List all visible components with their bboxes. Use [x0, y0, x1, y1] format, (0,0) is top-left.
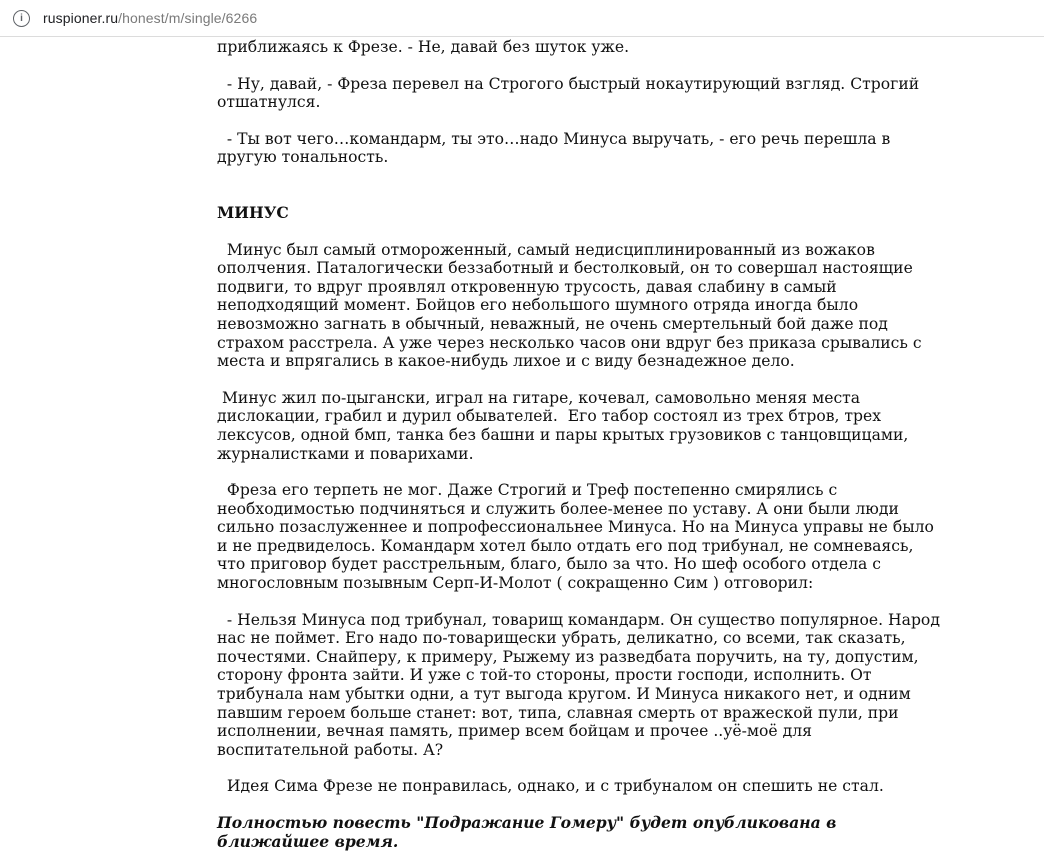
url-domain: ruspioner.ru — [43, 10, 119, 26]
info-icon[interactable]: i — [13, 10, 30, 27]
article-body — [217, 0, 945, 851]
paragraph-5: Фреза его терпеть не мог. Даже Строгий и Треф постепенно смирялись с необходимостью подчиняться и служить более-менее по уставу. А они были люди сильно позаслуженнее и попрофессиональнее Минуса. Но на Минуса управы не было и не предвиделось. Командарм хотел было отдать его под трибунал, не сомневаясь, что приговор будет расстрельным, благо, было за что. Но шеф особого отдела с многословным позывным Серп-И-Молот ( сокращенно Сим ) отговорил: — [217, 481, 939, 593]
intro-line: приближаясь к Фрезе. - Не, давай без шуток уже. — [217, 38, 630, 56]
paragraph-6: - Нельзя Минуса под трибунал, товарищ командарм. Он существо популярное. Народ нас не поймет. Его надо по-товарищески убрать, деликатно, со всеми, так сказать, почестями. Снайперу, к примеру, Рыжему из разведбата поручить, на ту, допустим, сторону фронта зайти. И уже с той-то стороны, прости господи, исполнить. От трибунала нам убытки одни, а тут выгода кругом. И Минуса никакого нет, и одним павшим героем больше станет: вот, типа, славная смерть от вражеской пули, при исполнении, вечная память, пример всем бойцам и прочее ..уё-моё для воспитательной работы. А? — [217, 610, 945, 759]
paragraph-7: Идея Сима Фрезе не понравилась, однако, и с трибуналом он спешить не стал. — [217, 777, 884, 796]
paragraph-2: - Ты вот чего…командарм, ты это…надо Минуса выручать, - его речь перешла в другую тональность. — [217, 129, 896, 167]
section-heading: МИНУС — [217, 202, 289, 222]
paragraph-1: - Ну, давай, - Фреза перевел на Строгого быстрый нокаутирующий взгляд. Строгий отшатнулся. — [217, 74, 925, 112]
paragraph-3: Минус был самый отмороженный, самый недисциплинированный из вожаков ополчения. Паталогически беззаботный и бестолковый, он то совершал настоящие подвиги, то вдруг проявлял откровенную трусость, давая слабину в самый неподходящий момент. Бойцов его небольшого шумного отряда иногда было невозможно загнать в обычный, неважный, не очень смертельный бой даже под страхом расстрела. А уже через несколько часов они вдруг без приказа срывались с места и впрягались в какое-нибудь лихое и с виду безнадежное дело. — [217, 240, 927, 371]
url-path: /honest/m/single/6266 — [118, 10, 258, 26]
paragraph-4: Минус жил по-цыгански, играл на гитаре, кочевал, самовольно меняя места дислокации, грабил и дурил обывателей. Его табор состоял из трех бтров, трех лексусов, одной бмп, танка без башни и пары крытых грузовиков с танцовщицами, журналистками и поварихами. — [217, 388, 914, 463]
publication-note: Полностью повесть "Подражание Гомеру" будет опубликована в ближайшее время. — [217, 813, 837, 851]
